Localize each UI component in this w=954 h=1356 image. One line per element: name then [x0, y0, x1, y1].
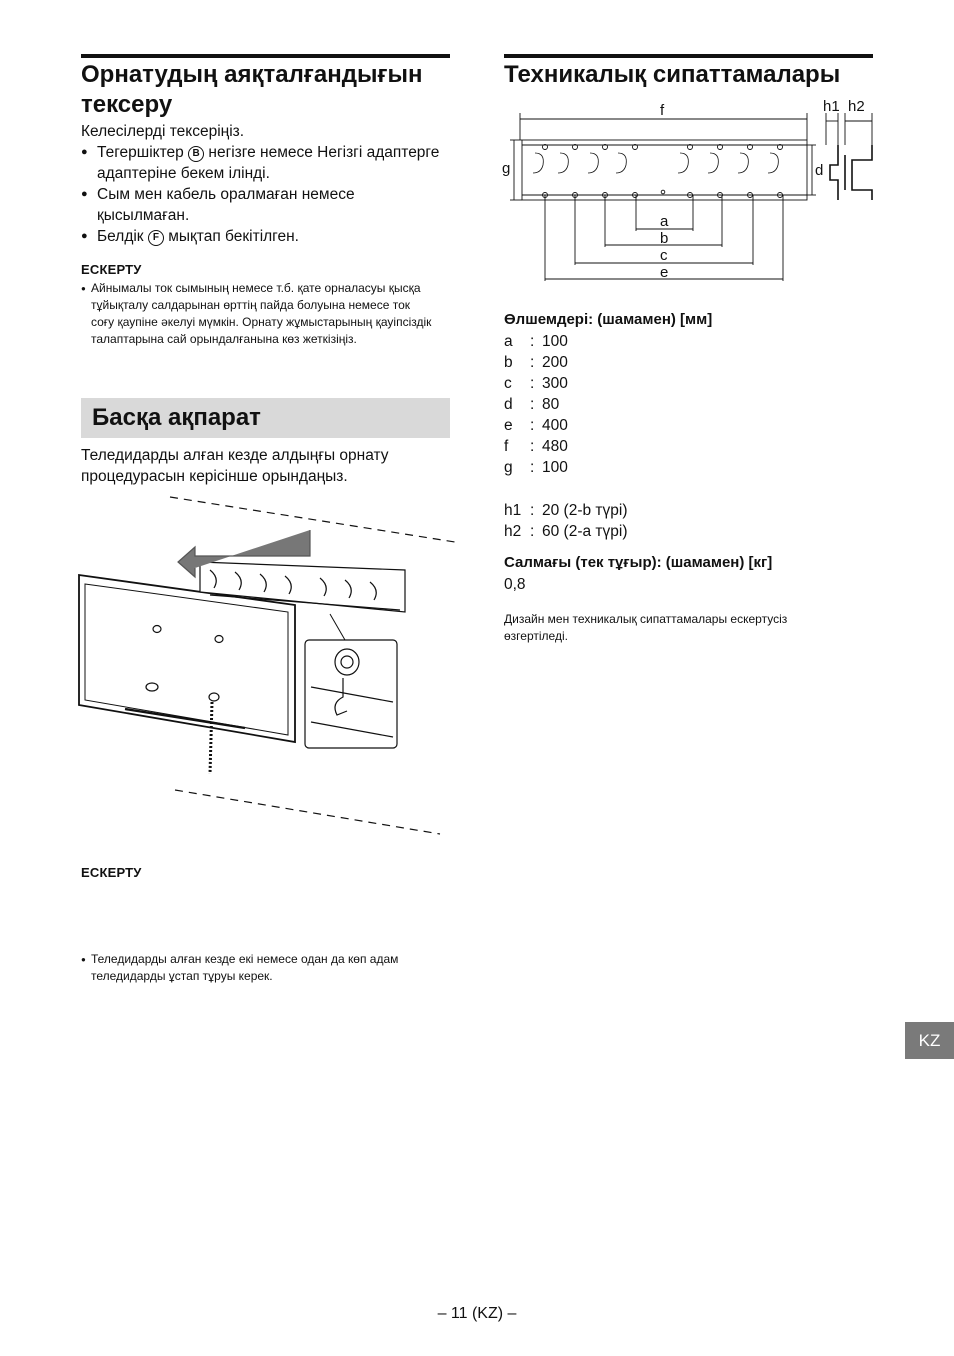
spec-row	[504, 352, 804, 373]
page-number: – 11 (KZ) –	[437, 1305, 517, 1322]
spec-key: b	[504, 354, 513, 371]
spec-value: 480	[542, 438, 568, 455]
spec-key: d	[504, 396, 513, 413]
heights-list	[504, 500, 804, 542]
dim-label-c: c	[660, 247, 668, 264]
dim-label-f: f	[660, 102, 665, 119]
note-text: ● Айнымалы ток сымының немесе т.б. қате орналасуы қысқа тұйықталу салдарынан өрттің пайда болуына немесе ток соғу қаупіне әкелуі мүмкін. Орнату жұмыстарының қауіпсіздік талаптарына сай орындалғанына көз жеткізіңіз.	[81, 280, 436, 348]
letter-b-icon: B	[188, 146, 204, 162]
dimension-diagram	[500, 95, 880, 285]
spec-row	[504, 500, 804, 521]
spec-value: 400	[542, 417, 568, 434]
spec-value: 20 (2-b түрі)	[542, 502, 628, 519]
spec-key: h1	[504, 502, 522, 519]
spec-colon: :	[530, 523, 535, 540]
spec-row	[504, 394, 804, 415]
spec-colon: :	[530, 417, 535, 434]
section-title-check: Орнатудың аяқталғандығын тексеру	[81, 61, 423, 118]
spec-key: c	[504, 375, 512, 392]
spec-row	[504, 331, 804, 352]
section-title-other: Басқа ақпарат	[92, 404, 261, 431]
spec-colon: :	[530, 375, 535, 392]
spec-value: 300	[542, 375, 568, 392]
dim-label-e: e	[660, 264, 669, 281]
spec-key: e	[504, 417, 513, 434]
spec-row	[504, 436, 804, 457]
note-title: ЕСКЕРТУ	[81, 262, 142, 277]
list-item: ● Сым мен кабель оралмаған немесе қысылмаған.	[81, 184, 451, 226]
dim-label-h2: h2	[848, 98, 865, 115]
spec-row	[504, 457, 804, 478]
disclaimer: Дизайн мен техникалық сипаттамалары ескертусіз өзгертіледі.	[504, 612, 788, 643]
dim-label-d: d	[815, 162, 824, 179]
other-info-text: Теледидарды алған кезде алдыңғы орнату процедурасын керісінше орындаңыз.	[81, 447, 389, 485]
spec-key: h2	[504, 523, 522, 540]
spec-colon: :	[530, 502, 535, 519]
spec-row	[504, 521, 804, 542]
spec-value: 100	[542, 459, 568, 476]
intro-text: Келесілерді тексеріңіз.	[81, 123, 245, 140]
spec-colon: :	[530, 438, 535, 455]
spec-row	[504, 415, 804, 436]
note-title: ЕСКЕРТУ	[81, 865, 142, 880]
dim-label-g: g	[502, 160, 511, 177]
section-rule	[81, 54, 450, 58]
spec-colon: :	[530, 396, 535, 413]
spec-value: 200	[542, 354, 568, 371]
weight-value: 0,8	[504, 576, 526, 593]
list-item: ● Тегершіктер B негізге немесе Негізгі адаптерге адаптеріне бекем ілінді.	[81, 142, 451, 184]
spec-colon: :	[530, 354, 535, 371]
spec-value: 60 (2-a түрі)	[542, 523, 628, 540]
list-item: ● Белдік F мықтап бекітілген.	[81, 226, 451, 247]
dim-label-h1: h1	[823, 98, 840, 115]
spec-value: 100	[542, 333, 568, 350]
letter-f-icon: F	[148, 230, 164, 246]
section-title-specs: Техникалық сипаттамалары	[504, 61, 841, 88]
check-list	[81, 121, 451, 247]
spec-colon: :	[530, 459, 535, 476]
dimensions-list	[504, 331, 804, 478]
weight-title: Салмағы (тек тұғыр): (шамамен) [кг]	[504, 554, 773, 571]
spec-key: g	[504, 459, 513, 476]
dimensions-title: Өлшемдері: (шамамен) [мм]	[504, 311, 713, 328]
spec-value: 80	[542, 396, 560, 413]
spec-key: a	[504, 333, 513, 350]
dim-label-a: a	[660, 213, 669, 230]
note-text: ● Теледидарды алған кезде екі немесе одан да көп адам теледидарды ұстап тұруы керек.	[81, 951, 461, 985]
spec-row	[504, 373, 804, 394]
section-rule	[504, 54, 873, 58]
tv-removal-illustration	[75, 492, 460, 837]
language-tab: KZ	[905, 1022, 954, 1059]
dim-label-b: b	[660, 230, 669, 247]
spec-colon: :	[530, 333, 535, 350]
spec-key: f	[504, 438, 509, 455]
